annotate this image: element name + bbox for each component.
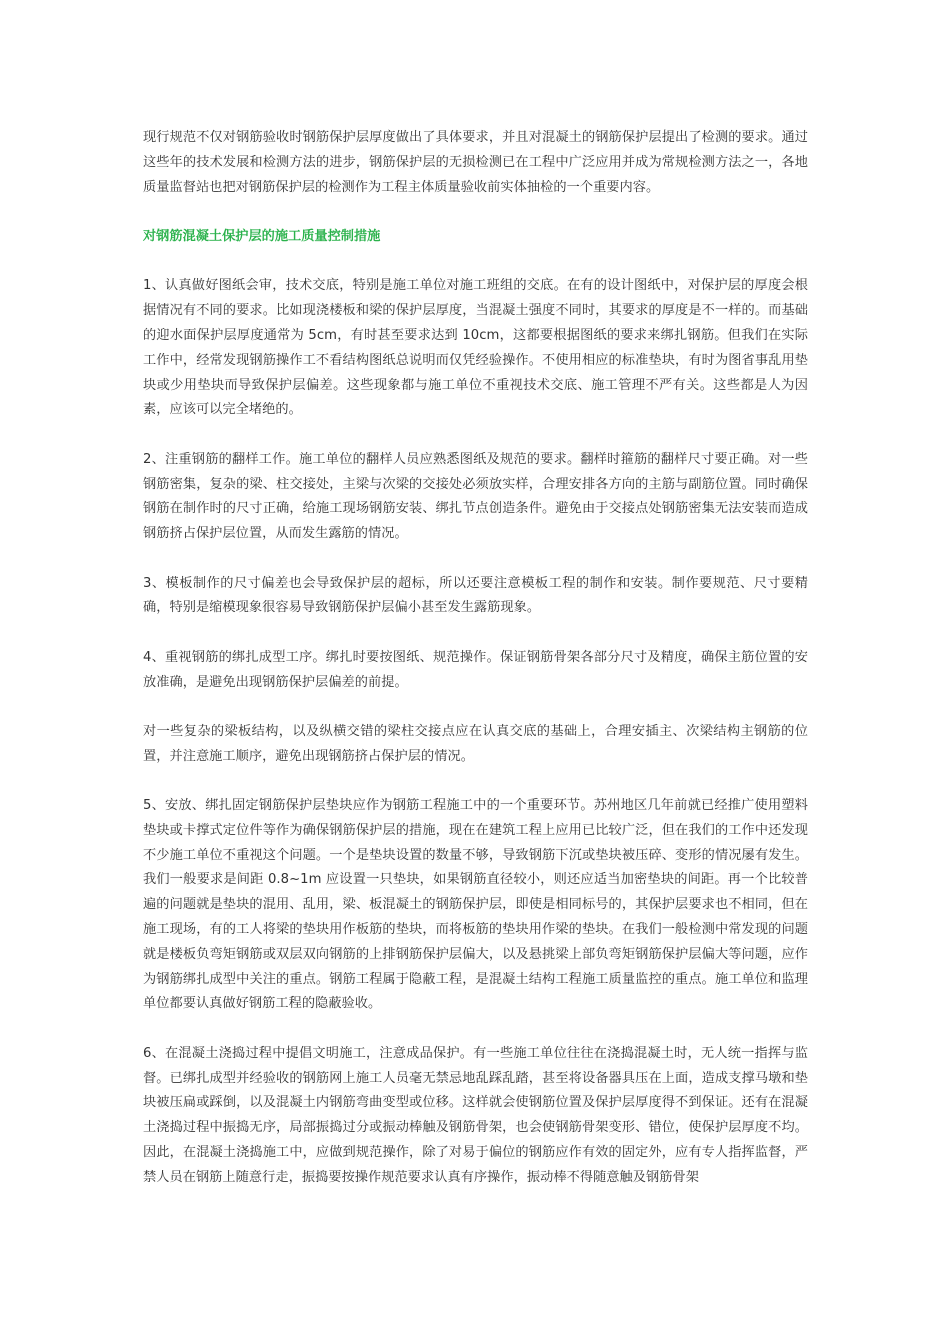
paragraph-5: 5、安放、绑扎固定钢筋保护层垫块应作为钢筋工程施工中的一个重要环节。苏州地区几年前就已经推广使用塑料垫块或卡撑式定位件等作为确保钢筋保护层的措施，现在在建筑工程上应用已比较广泛，但在我们的工作中还发现不少施工单位不重视这个问题。一个是垫块设置的数量不够，导致钢筋下沉或垫块被压碎、变形的情况屡有发生。我们一般要求是间距 0.8~1m 应设置一只垫块，如果钢筋直径较小，则还应适当加密垫块的间距。再一个比较普遍的问题就是垫块的混用、乱用，梁、板混凝土的钢筋保护层，即使是相同标号的，其保护层要求也不相同，但在施工现场，有的工人将梁的垫块用作板筋的垫块，而将板筋的垫块用作梁的垫块。在我们一般检测中常发现的问题就是楼板负弯矩钢筋或双层双向钢筋的上排钢筋保护层偏大，以及悬挑梁上部负弯矩钢筋保护层偏大等问题，应作为钢筋绑扎成型中关注的重点。钢筋工程属于隐蔽工程，是混凝土结构工程施工质量监控的重点。施工单位和监理单位都要认真做好钢筋工程的隐蔽验收。 bbox=[143, 798, 808, 1012]
section-heading: 对钢筋混凝土保护层的施工质量控制措施 bbox=[143, 228, 381, 244]
spacer bbox=[143, 1017, 808, 1042]
paragraph-3: 3、模板制作的尺寸偏差也会导致保护层的超标，所以还要注意模板工程的制作和安装。制作要规范、尺寸要精确，特别是缩模现象很容易导致钢筋保护层偏小甚至发生露筋现象。 bbox=[143, 575, 808, 616]
spacer bbox=[143, 250, 808, 275]
paragraph-2: 2、注重钢筋的翻样工作。施工单位的翻样人员应熟悉图纸及规范的要求。翻样时箍筋的翻样尺寸要正确。对一些钢筋密集，复杂的梁、柱交接处，主梁与次梁的交接处必须放实样，合理安排各方向的主筋与副筋位置。同时确保钢筋在制作时的尺寸正确，给施工现场钢筋安装、绑扎节点创造条件。避免由于交接点处钢筋密集无法安装而造成钢筋挤占保护层位置，从而发生露筋的情况。 bbox=[143, 451, 808, 542]
spacer bbox=[143, 200, 808, 225]
spacer bbox=[143, 547, 808, 572]
spacer bbox=[143, 423, 808, 448]
intro-paragraph: 现行规范不仅对钢筋验收时钢筋保护层厚度做出了具体要求，并且对混凝土的钢筋保护层提出了检测的要求。通过这些年的技术发展和检测方法的进步，钢筋保护层的无损检测已在工程中广泛应用并成为常规检测方法之一，各地质量监督站也把对钢筋保护层的检测作为工程主体质量验收前实体抽检的一个重要内容。 bbox=[143, 130, 808, 195]
article-body bbox=[143, 126, 808, 1191]
paragraph-6: 6、在混凝土浇捣过程中提倡文明施工，注意成品保护。有一些施工单位往往在浇捣混凝土时，无人统一指挥与监督。已绑扎成型并经验收的钢筋网上施工人员毫无禁忌地乱踩乱踏，甚至将设备器具压在上面，造成支撑马墩和垫块被压扁或踩倒，以及混凝土内钢筋弯曲变型或位移。这样就会使钢筋位置及保护层厚度得不到保证。还有在混凝土浇捣过程中振捣无序，局部振捣过分或振动棒触及钢筋骨架，也会使钢筋骨架变形、错位，使保护层厚度不均。因此，在混凝土浇捣施工中，应做到规范操作，除了对易于偏位的钢筋应作有效的固定外，应有专人指挥监督，严禁人员在钢筋上随意行走，振捣要按操作规范要求认真有序操作，振动棒不得随意触及钢筋骨架 bbox=[143, 1045, 808, 1185]
spacer bbox=[143, 770, 808, 795]
spacer bbox=[143, 621, 808, 646]
paragraph-4: 4、重视钢筋的绑扎成型工序。绑扎时要按图纸、规范操作。保证钢筋骨架各部分尺寸及精度，确保主筋位置的安放准确，是避免出现钢筋保护层偏差的前提。 bbox=[143, 649, 808, 690]
paragraph-1: 1、认真做好图纸会审，技术交底，特别是施工单位对施工班组的交底。在有的设计图纸中，对保护层的厚度会根据情况有不同的要求。比如现浇楼板和梁的保护层厚度，当混凝土强度不同时，其要求的厚度是不一样的。而基础的迎水面保护层厚度通常为 5cm，有时甚至要求达到 10cm，这都要根据图纸的要求来绑扎钢筋。但我们在实际工作中，经常发现钢筋操作工不看结构图纸总说明而仅凭经验操作。不使用相应的标准垫块，有时为图省事乱用垫块或少用垫块而导致保护层偏差。这些现象都与施工单位不重视技术交底、施工管理不严有关。这些都是人为因素，应该可以完全堵绝的。 bbox=[143, 278, 808, 418]
paragraph-4-continued: 对一些复杂的梁板结构，以及纵横交错的梁柱交接点应在认真交底的基础上，合理安插主、次梁结构主钢筋的位置，并注意施工顺序，避免出现钢筋挤占保护层的情况。 bbox=[143, 723, 808, 764]
spacer bbox=[143, 695, 808, 720]
